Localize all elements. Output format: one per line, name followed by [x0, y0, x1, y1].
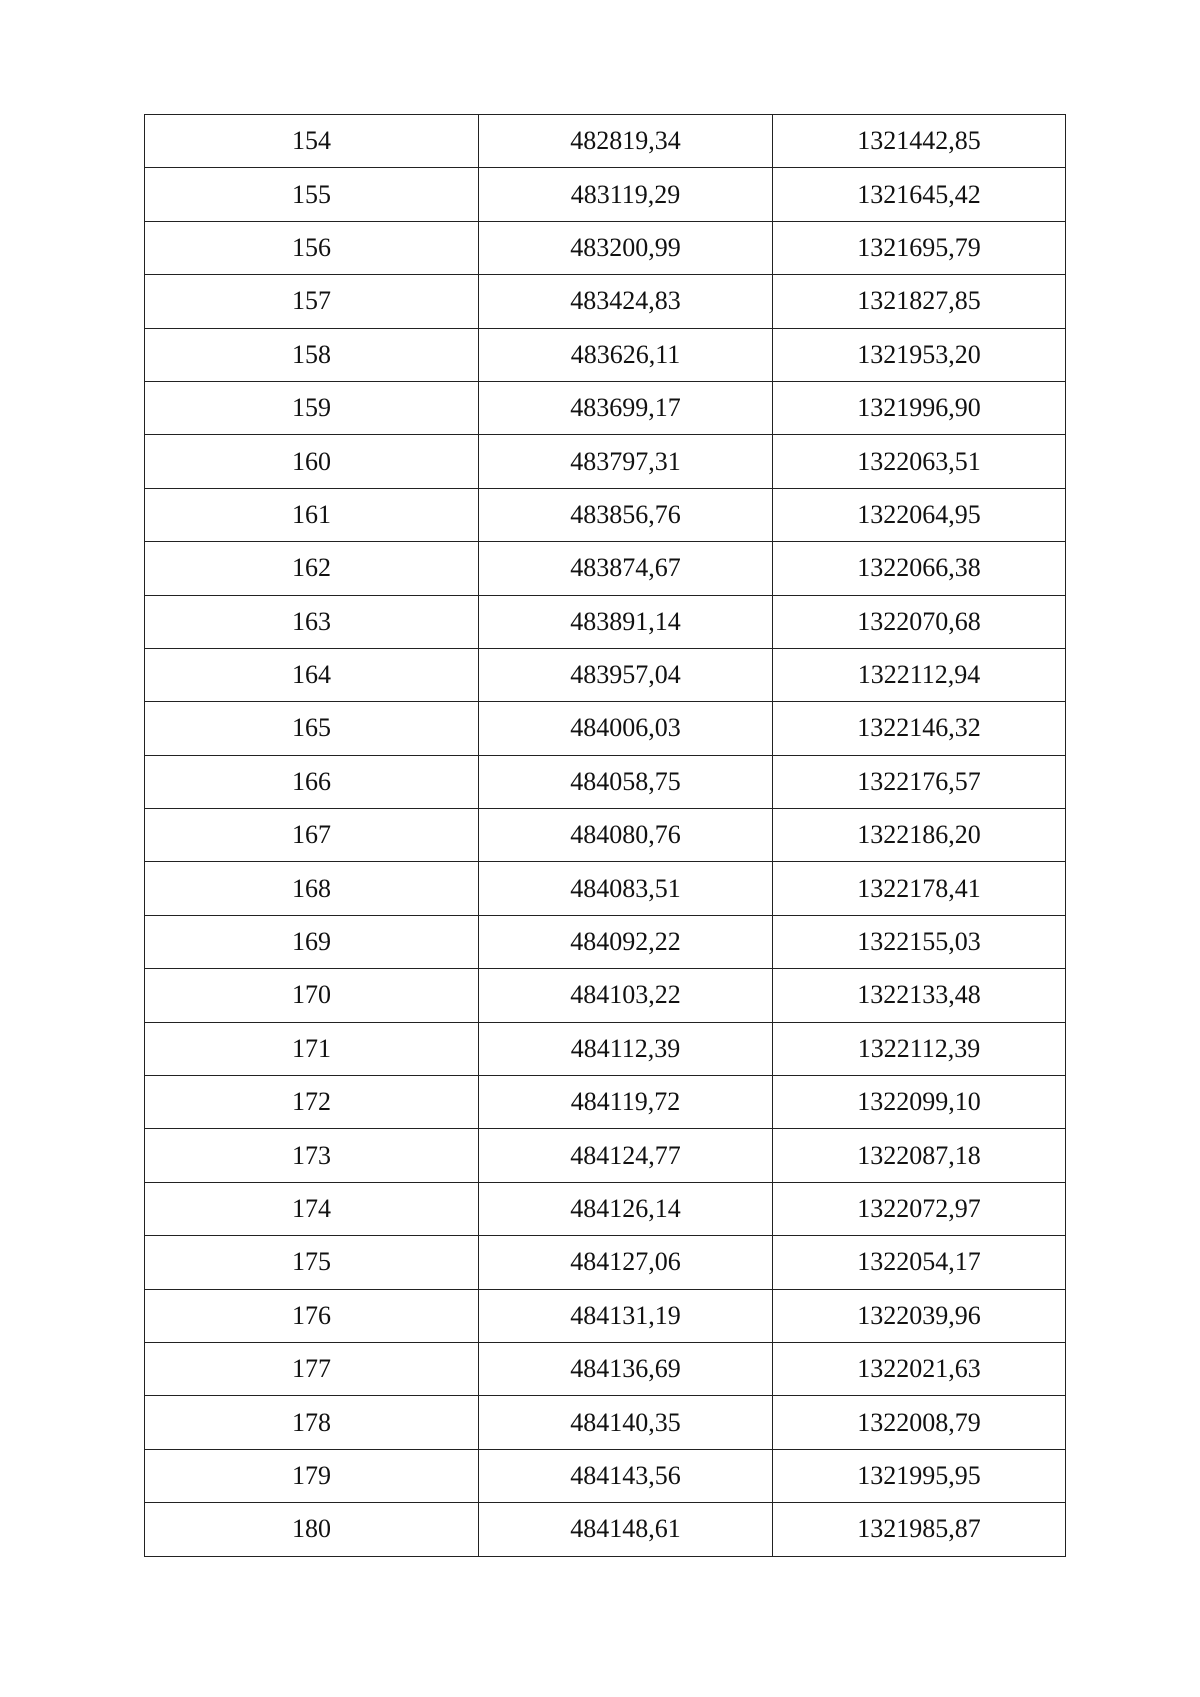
- point-number-cell: 173: [145, 1129, 479, 1182]
- point-number-cell: 175: [145, 1236, 479, 1289]
- y-coordinate-cell: 1322021,63: [773, 1342, 1066, 1395]
- point-number-cell: 168: [145, 862, 479, 915]
- x-coordinate-cell: 483957,04: [479, 648, 773, 701]
- table-row: [145, 755, 1066, 808]
- point-number-cell: 160: [145, 435, 479, 488]
- point-number-cell: 163: [145, 595, 479, 648]
- table-row: [145, 435, 1066, 488]
- y-coordinate-cell: 1321985,87: [773, 1503, 1066, 1556]
- x-coordinate-cell: 484092,22: [479, 915, 773, 968]
- x-coordinate-cell: 482819,34: [479, 115, 773, 168]
- point-number-cell: 159: [145, 381, 479, 434]
- point-number-cell: 157: [145, 275, 479, 328]
- x-coordinate-cell: 484143,56: [479, 1449, 773, 1502]
- table-row: [145, 969, 1066, 1022]
- coordinates-table-body: [145, 115, 1066, 1557]
- point-number-cell: 167: [145, 809, 479, 862]
- y-coordinate-cell: 1322087,18: [773, 1129, 1066, 1182]
- y-coordinate-cell: 1321442,85: [773, 115, 1066, 168]
- y-coordinate-cell: 1321695,79: [773, 221, 1066, 274]
- y-coordinate-cell: 1322008,79: [773, 1396, 1066, 1449]
- x-coordinate-cell: 483200,99: [479, 221, 773, 274]
- x-coordinate-cell: 483119,29: [479, 168, 773, 221]
- point-number-cell: 165: [145, 702, 479, 755]
- y-coordinate-cell: 1322155,03: [773, 915, 1066, 968]
- x-coordinate-cell: 483874,67: [479, 542, 773, 595]
- table-row: [145, 381, 1066, 434]
- x-coordinate-cell: 483891,14: [479, 595, 773, 648]
- table-row: [145, 1022, 1066, 1075]
- table-row: [145, 1129, 1066, 1182]
- x-coordinate-cell: 484140,35: [479, 1396, 773, 1449]
- x-coordinate-cell: 484136,69: [479, 1342, 773, 1395]
- x-coordinate-cell: 484080,76: [479, 809, 773, 862]
- coordinates-table: [144, 114, 1066, 1557]
- point-number-cell: 177: [145, 1342, 479, 1395]
- table-row: [145, 702, 1066, 755]
- point-number-cell: 155: [145, 168, 479, 221]
- table-row: [145, 221, 1066, 274]
- table-row: [145, 1396, 1066, 1449]
- y-coordinate-cell: 1322039,96: [773, 1289, 1066, 1342]
- y-coordinate-cell: 1322176,57: [773, 755, 1066, 808]
- y-coordinate-cell: 1321953,20: [773, 328, 1066, 381]
- table-row: [145, 328, 1066, 381]
- table-row: [145, 1503, 1066, 1556]
- y-coordinate-cell: 1321996,90: [773, 381, 1066, 434]
- y-coordinate-cell: 1322072,97: [773, 1182, 1066, 1235]
- x-coordinate-cell: 483797,31: [479, 435, 773, 488]
- point-number-cell: 154: [145, 115, 479, 168]
- table-row: [145, 542, 1066, 595]
- point-number-cell: 176: [145, 1289, 479, 1342]
- x-coordinate-cell: 484148,61: [479, 1503, 773, 1556]
- x-coordinate-cell: 484112,39: [479, 1022, 773, 1075]
- x-coordinate-cell: 484127,06: [479, 1236, 773, 1289]
- table-row: [145, 115, 1066, 168]
- point-number-cell: 169: [145, 915, 479, 968]
- point-number-cell: 158: [145, 328, 479, 381]
- y-coordinate-cell: 1322112,39: [773, 1022, 1066, 1075]
- x-coordinate-cell: 483424,83: [479, 275, 773, 328]
- point-number-cell: 164: [145, 648, 479, 701]
- y-coordinate-cell: 1321645,42: [773, 168, 1066, 221]
- point-number-cell: 162: [145, 542, 479, 595]
- y-coordinate-cell: 1322146,32: [773, 702, 1066, 755]
- point-number-cell: 171: [145, 1022, 479, 1075]
- point-number-cell: 179: [145, 1449, 479, 1502]
- y-coordinate-cell: 1322064,95: [773, 488, 1066, 541]
- table-row: [145, 1449, 1066, 1502]
- table-row: [145, 168, 1066, 221]
- x-coordinate-cell: 484131,19: [479, 1289, 773, 1342]
- y-coordinate-cell: 1321827,85: [773, 275, 1066, 328]
- table-row: [145, 862, 1066, 915]
- table-row: [145, 595, 1066, 648]
- table-row: [145, 1342, 1066, 1395]
- table-row: [145, 1076, 1066, 1129]
- y-coordinate-cell: 1321995,95: [773, 1449, 1066, 1502]
- x-coordinate-cell: 483626,11: [479, 328, 773, 381]
- y-coordinate-cell: 1322063,51: [773, 435, 1066, 488]
- table-row: [145, 1289, 1066, 1342]
- y-coordinate-cell: 1322054,17: [773, 1236, 1066, 1289]
- y-coordinate-cell: 1322070,68: [773, 595, 1066, 648]
- x-coordinate-cell: 484119,72: [479, 1076, 773, 1129]
- point-number-cell: 161: [145, 488, 479, 541]
- y-coordinate-cell: 1322112,94: [773, 648, 1066, 701]
- table-row: [145, 809, 1066, 862]
- table-row: [145, 275, 1066, 328]
- y-coordinate-cell: 1322099,10: [773, 1076, 1066, 1129]
- y-coordinate-cell: 1322178,41: [773, 862, 1066, 915]
- point-number-cell: 170: [145, 969, 479, 1022]
- table-row: [145, 1182, 1066, 1235]
- x-coordinate-cell: 483699,17: [479, 381, 773, 434]
- point-number-cell: 180: [145, 1503, 479, 1556]
- x-coordinate-cell: 484083,51: [479, 862, 773, 915]
- x-coordinate-cell: 483856,76: [479, 488, 773, 541]
- y-coordinate-cell: 1322186,20: [773, 809, 1066, 862]
- point-number-cell: 174: [145, 1182, 479, 1235]
- x-coordinate-cell: 484124,77: [479, 1129, 773, 1182]
- point-number-cell: 178: [145, 1396, 479, 1449]
- x-coordinate-cell: 484103,22: [479, 969, 773, 1022]
- table-row: [145, 648, 1066, 701]
- point-number-cell: 172: [145, 1076, 479, 1129]
- x-coordinate-cell: 484058,75: [479, 755, 773, 808]
- table-row: [145, 915, 1066, 968]
- y-coordinate-cell: 1322133,48: [773, 969, 1066, 1022]
- point-number-cell: 166: [145, 755, 479, 808]
- x-coordinate-cell: 484006,03: [479, 702, 773, 755]
- table-row: [145, 488, 1066, 541]
- y-coordinate-cell: 1322066,38: [773, 542, 1066, 595]
- point-number-cell: 156: [145, 221, 479, 274]
- x-coordinate-cell: 484126,14: [479, 1182, 773, 1235]
- table-row: [145, 1236, 1066, 1289]
